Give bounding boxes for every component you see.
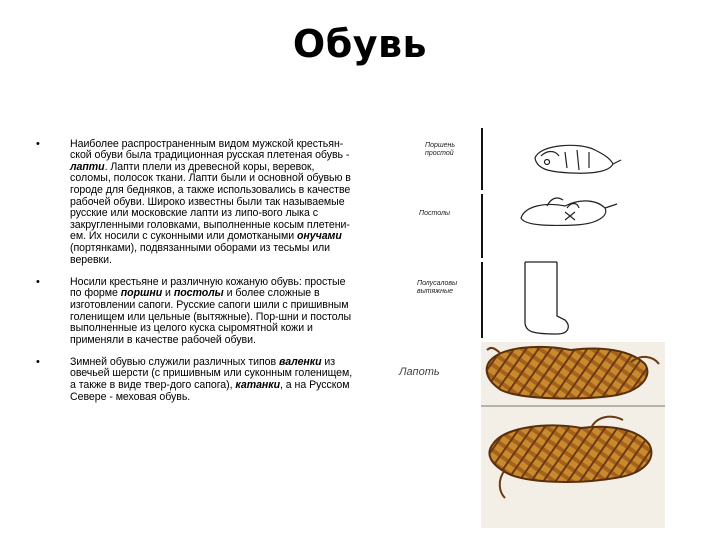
text-content [36, 128, 354, 414]
bullet-item [36, 277, 354, 347]
term-onuchi: онучами [296, 230, 342, 243]
divider-line [481, 128, 483, 190]
footwear-illustration [385, 128, 665, 528]
bullet-item [36, 357, 354, 403]
term-katanki: катанки [235, 379, 281, 392]
lapot-top [487, 347, 659, 399]
valenki-drawing [525, 262, 568, 334]
divider-line [481, 194, 483, 258]
term-porshni: поршни [120, 287, 163, 300]
term-postoly: постолы [173, 287, 224, 300]
shoe-drawings [485, 128, 665, 340]
porshni-drawing [535, 145, 621, 173]
postoly-drawing [521, 198, 617, 225]
label-lapti: Лапоть [399, 366, 440, 378]
page-title: Обувь [292, 22, 428, 66]
divider-line [481, 262, 483, 338]
label-valenki: Полусаловы вытяжные [417, 280, 458, 295]
bullet-icon: • [36, 137, 40, 150]
lapti-photo [481, 342, 665, 528]
paragraph-winter: Зимней обувью служили различных типов валенки из овечьей шерсти (с пришивным или суконным голенищем, а также в виде твер-дого сапога), катанки, а на Русском Севере - меховая обувь. [70, 355, 353, 403]
paragraph-leather: Носили крестьяне и различную кожаную обувь: простые по форме поршни и постолы и более сложные в изготовлении сапоги. Русские сапоги шили с пришивным голенищем или цельные (вытяжные). Пор-шни и постолы выполненные из целого куска сыромятной кожи и применяли в качестве рабочей обуви. [70, 275, 352, 346]
bullet-item [36, 139, 354, 267]
label-postoly: Постолы [419, 210, 451, 217]
paragraph-lapti: Наиболее распространенным видом мужской крестьян-ской обуви была традиционная русская плетеная обувь - лапти. Лапти плели из древесной коры, веревок, соломы, полосок ткани. Лапти были и основной обувью в городе для бедняков, а также использовались в качестве рабочей обуви. Широко известны были так называемые русские или московские лапти из липо-вого лыка с закругленными головками, выполненные косым плетени-ем. Их носили с суконными или домоткаными онучами (портянками), подвязанными оборами из тесьмы или веревки. [70, 137, 351, 266]
lapti-image [481, 342, 665, 528]
term-valenki: валенки [279, 355, 322, 368]
label-porshni: Поршень простой [425, 142, 456, 157]
term-lapti: лапти [70, 160, 105, 173]
bullet-icon: • [36, 275, 40, 288]
lapot-bottom [489, 417, 651, 498]
bullet-icon: • [36, 355, 40, 368]
